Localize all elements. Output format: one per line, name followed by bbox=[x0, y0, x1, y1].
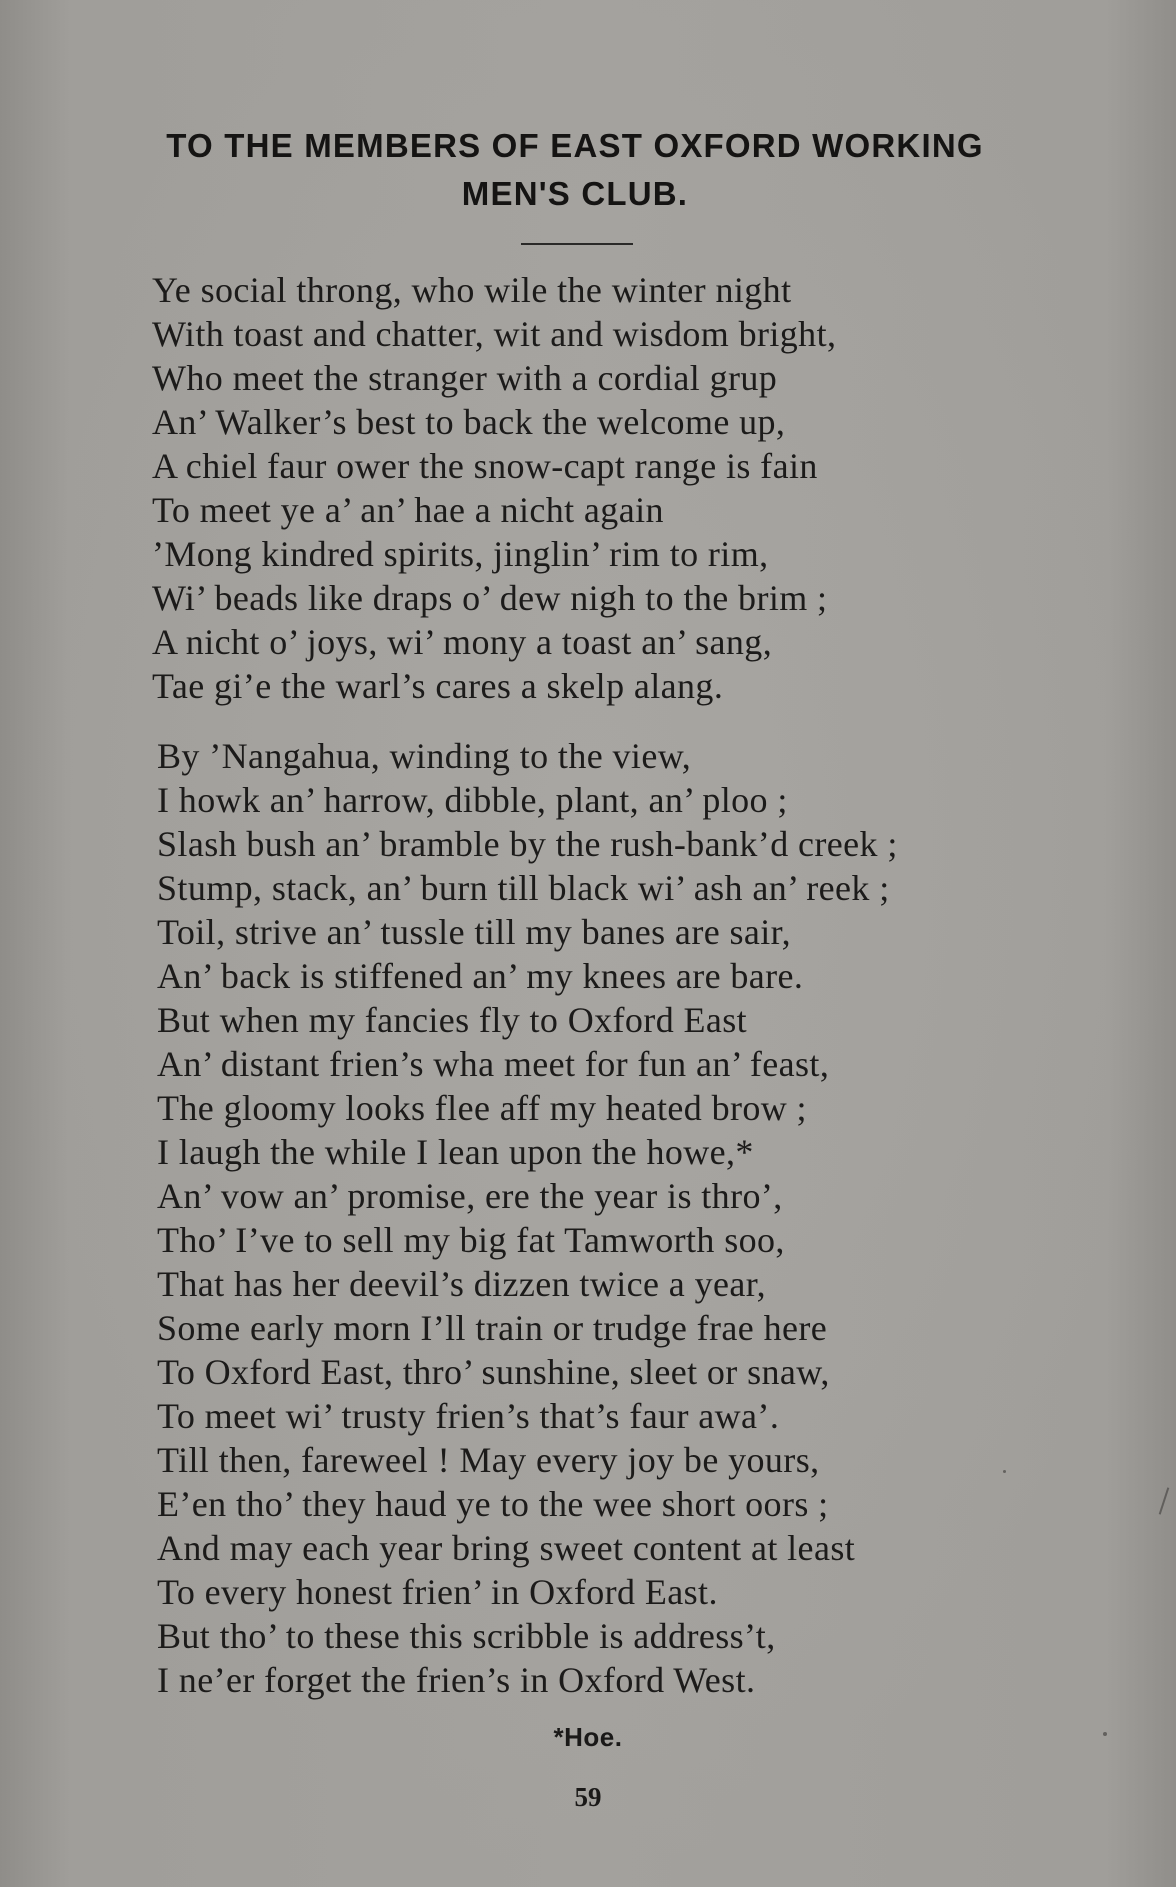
verse-line: Wi’ beads like draps o’ dew nigh to the brim ; bbox=[152, 578, 828, 618]
poem-title bbox=[100, 122, 1050, 218]
poem-title-line-1: TO THE MEMBERS OF EAST OXFORD WORKING bbox=[166, 127, 984, 164]
verse-line: With toast and chatter, wit and wisdom bright, bbox=[152, 314, 837, 354]
paper-mark bbox=[1159, 1487, 1170, 1514]
verse-line: An’ Walker’s best to back the welcome up, bbox=[152, 402, 786, 442]
verse-line: Slash bush an’ bramble by the rush-bank’d creek ; bbox=[157, 824, 898, 864]
verse-line: To meet wi’ trusty frien’s that’s faur awa’. bbox=[157, 1396, 780, 1436]
verse-line: ’Mong kindred spirits, jinglin’ rim to rim, bbox=[152, 534, 769, 574]
verse-line: Ye social throng, who wile the winter night bbox=[152, 270, 792, 310]
footnote: *Hoe. bbox=[553, 1722, 623, 1752]
title-divider bbox=[521, 243, 633, 245]
verse-line: Toil, strive an’ tussle till my banes are sair, bbox=[157, 912, 792, 952]
paper-speck bbox=[1003, 1470, 1006, 1473]
page-number: 59 bbox=[574, 1782, 602, 1812]
verse-line: A nicht o’ joys, wi’ mony a toast an’ sang, bbox=[152, 622, 773, 662]
verse-line: I ne’er forget the frien’s in Oxford West. bbox=[157, 1660, 756, 1700]
verse-line: A chiel faur ower the snow-capt range is fain bbox=[152, 446, 818, 486]
verse-line: Tae gi’e the warl’s cares a skelp alang. bbox=[152, 666, 724, 706]
verse-line: An’ back is stiffened an’ my knees are bare. bbox=[157, 956, 804, 996]
verse-line: E’en tho’ they haud ye to the wee short oors ; bbox=[157, 1484, 829, 1524]
verse-line: Till then, fareweel ! May every joy be yours, bbox=[157, 1440, 820, 1480]
verse-line: An’ vow an’ promise, ere the year is thro’, bbox=[157, 1176, 783, 1216]
stanza-2 bbox=[157, 734, 1057, 1702]
verse-line: I laugh the while I lean upon the howe,* bbox=[157, 1132, 754, 1172]
poem-title-line-2: MEN'S CLUB. bbox=[461, 175, 689, 212]
verse-line: An’ distant frien’s wha meet for fun an’ feast, bbox=[157, 1044, 830, 1084]
verse-line: By ’Nangahua, winding to the view, bbox=[157, 736, 692, 776]
verse-line: But when my fancies fly to Oxford East bbox=[157, 1000, 748, 1040]
verse-line: But tho’ to these this scribble is address’t, bbox=[157, 1616, 776, 1656]
verse-line: And may each year bring sweet content at least bbox=[157, 1528, 856, 1568]
verse-line: To Oxford East, thro’ sunshine, sleet or snaw, bbox=[157, 1352, 830, 1392]
verse-line: Some early morn I’ll train or trudge frae here bbox=[157, 1308, 828, 1348]
verse-line: Stump, stack, an’ burn till black wi’ ash an’ reek ; bbox=[157, 868, 890, 908]
verse-line: That has her deevil’s dizzen twice a year, bbox=[157, 1264, 767, 1304]
stanza-1 bbox=[152, 268, 1052, 708]
verse-line: To every honest frien’ in Oxford East. bbox=[157, 1572, 718, 1612]
verse-line: I howk an’ harrow, dibble, plant, an’ ploo ; bbox=[157, 780, 788, 820]
verse-line: The gloomy looks flee aff my heated brow ; bbox=[157, 1088, 807, 1128]
verse-line: To meet ye a’ an’ hae a nicht again bbox=[152, 490, 664, 530]
verse-line: Tho’ I’ve to sell my big fat Tamworth soo, bbox=[157, 1220, 785, 1260]
verse-line: Who meet the stranger with a cordial grup bbox=[152, 358, 778, 398]
paper-speck bbox=[1103, 1732, 1107, 1736]
